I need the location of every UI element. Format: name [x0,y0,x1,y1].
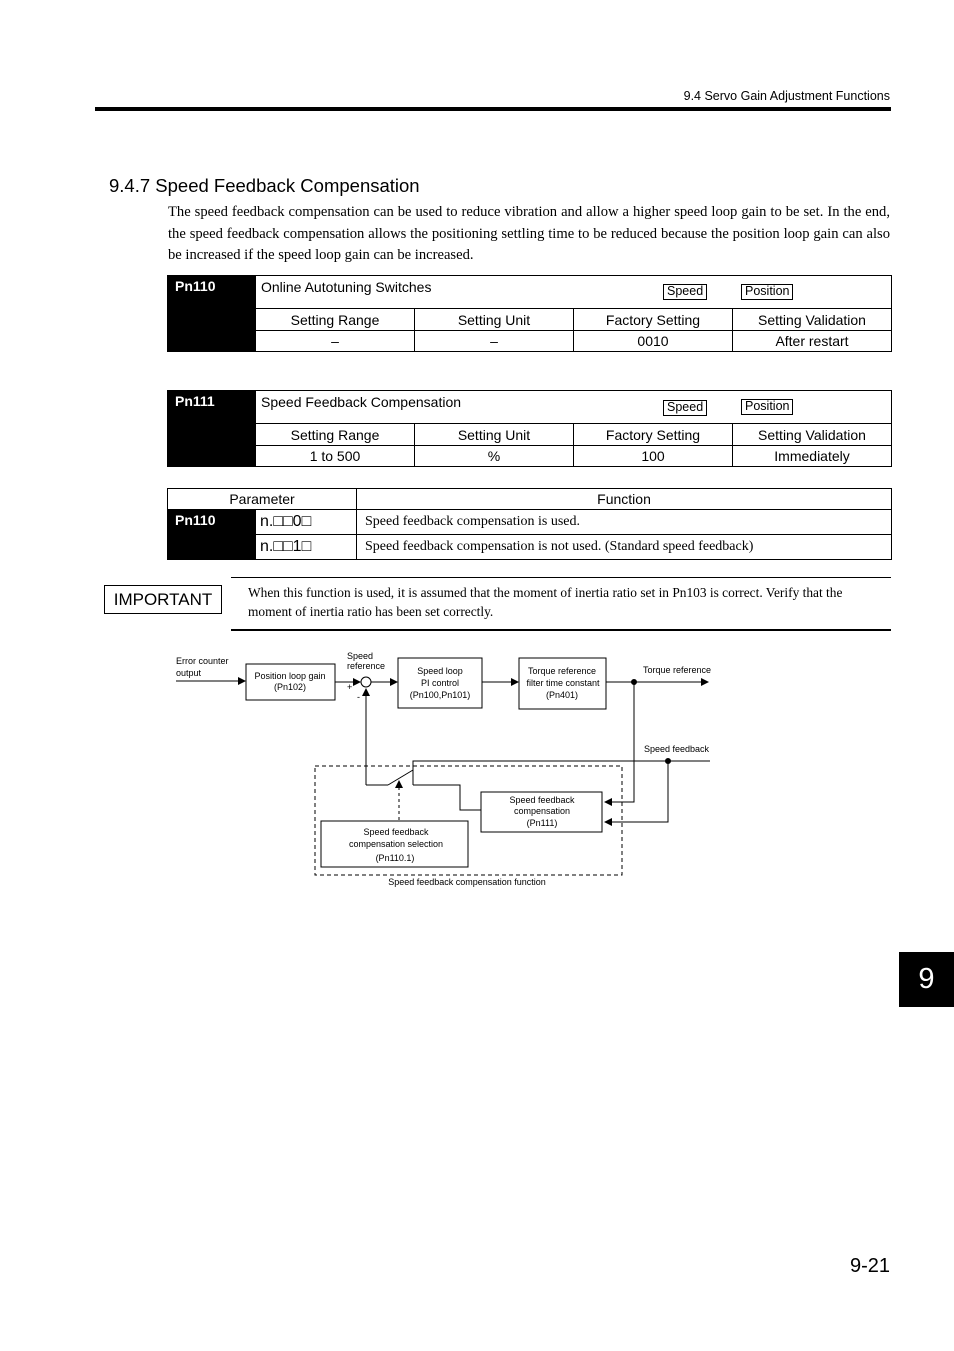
col-header: Setting Unit [415,309,574,331]
setting-validation: Immediately [733,446,892,467]
torque-reference-label: Torque reference [643,665,712,675]
speed-reference-label: reference [347,661,386,671]
switch-blade [388,770,413,785]
position-tag: Position [741,399,793,415]
intro-paragraph: The speed feedback compensation can be used to reduce vibration and allow a higher speed loop gain to be set. In the end, the speed feedback compensation allows the positioning settling time to be reduced because the position loop gain can also be increased if the speed loop gain can be increased. [168,204,890,263]
speed-loop-label: PI control [420,678,460,688]
function-header: Function [357,489,892,510]
col-header: Setting Validation [733,424,892,446]
sfc-label: (Pn111) [526,818,558,828]
setting-range: – [256,331,415,352]
col-header: Setting Validation [733,309,892,331]
factory-setting: 0010 [574,331,733,352]
param-code: Pn110 [168,276,256,352]
minus-sign: - [357,692,360,702]
param-title: Online Autotuning Switches [261,279,432,295]
speed-reference-label: Speed [347,651,374,661]
speed-loop-label: Speed loop [417,666,463,676]
speed-tag: Speed [663,284,707,300]
setting-code: n.□□0□ [256,510,357,535]
position-loop-label: (Pn102) [273,682,307,692]
function-caption: Speed feedback compensation function [388,877,546,887]
parameter-header: Parameter [168,489,357,510]
param-code: Pn110 [168,510,256,560]
position-loop-label: Position loop gain [254,671,326,681]
summing-junction [361,677,371,687]
setting-validation: After restart [733,331,892,352]
param-title: Speed Feedback Compensation [261,394,462,410]
param-code: Pn111 [168,391,256,467]
setting-range: 1 to 500 [256,446,415,467]
setting-unit: % [415,446,574,467]
error-counter-label: output [176,668,202,678]
position-tag: Position [741,284,793,300]
sfc-label: Speed feedback [509,795,575,805]
col-header: Setting Range [256,424,415,446]
speed-tag: Speed [663,400,707,416]
sfc-label: compensation [513,806,571,816]
setting-code: n.□□1□ [256,535,357,560]
torque-filter-label: filter time constant [526,678,600,688]
torque-filter-label: (Pn401) [545,690,579,700]
compensation-output-line [413,785,481,810]
section-title: 9.4.7 Speed Feedback Compensation [109,175,420,196]
feedback-branch-line [605,761,668,822]
chapter-tab: 9 [899,952,954,1007]
speed-loop-label: (Pn100,Pn101) [409,690,471,700]
sfc-select-label: (Pn110.1) [375,853,415,863]
speed-feedback-label: Speed feedback [644,744,710,754]
important-label: IMPORTANT [104,585,222,614]
torque-filter-label: Torque reference [527,666,597,676]
factory-setting: 100 [574,446,733,467]
page-number: 9-21 [849,1255,890,1277]
feedback-to-switch-line [413,761,444,785]
col-header: Setting Range [256,309,415,331]
running-header: 9.4 Servo Gain Adjustment Functions [683,89,890,103]
torque-branch-line [605,682,634,802]
function-description: Speed feedback compensation is used. [357,510,892,535]
sfc-select-label: Speed feedback [363,827,429,837]
sfc-select-label: compensation selection [348,839,444,849]
col-header: Factory Setting [574,309,733,331]
plus-sign: + [347,682,353,692]
col-header: Setting Unit [415,424,574,446]
col-header: Factory Setting [574,424,733,446]
error-counter-label: Error counter [176,656,229,666]
function-description: Speed feedback compensation is not used. (Standard speed feedback) [357,535,892,560]
setting-unit: – [415,331,574,352]
important-text: When this function is used, it is assumed that the moment of inertia ratio set in Pn103 is correct. Verify that the moment of inertia ratio has been set correctly. [248,585,843,619]
